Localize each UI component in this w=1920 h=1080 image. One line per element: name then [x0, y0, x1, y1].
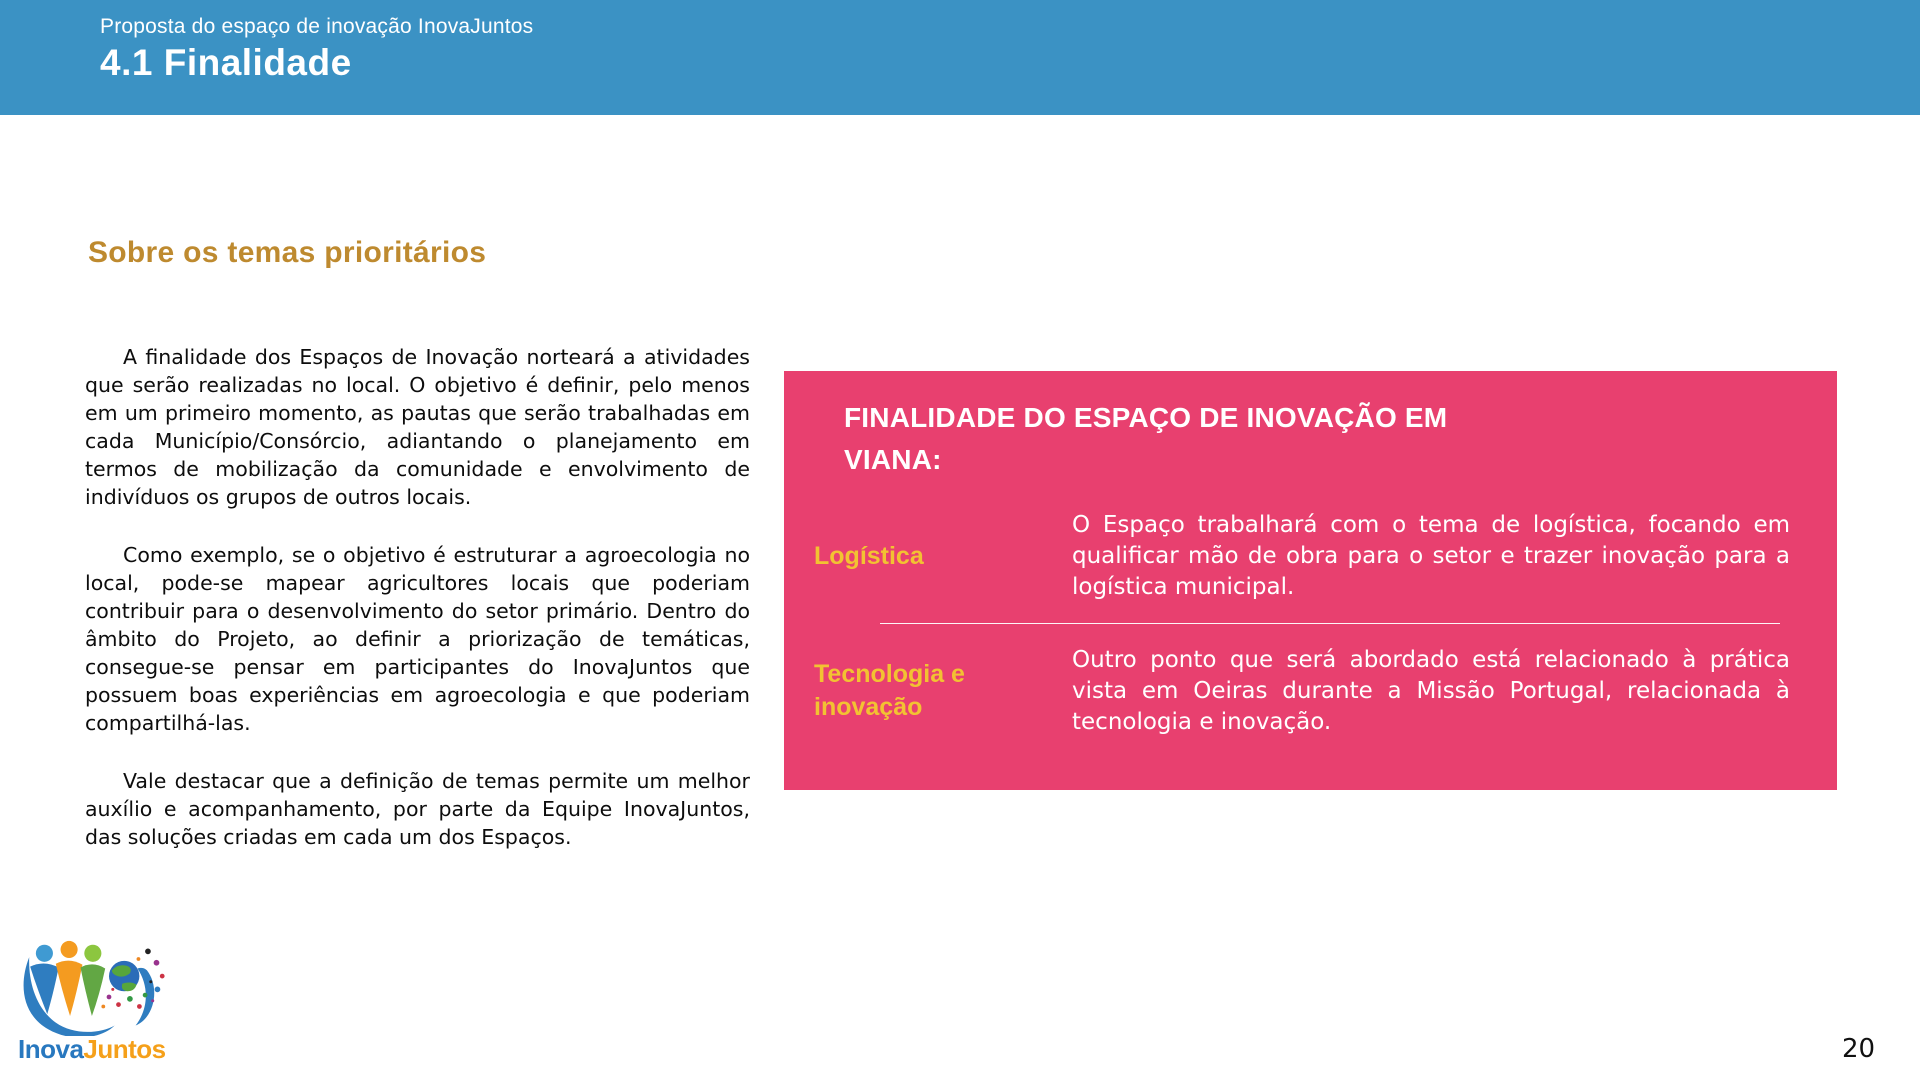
table-row [814, 495, 1790, 617]
row-label-logistica: Logística [814, 541, 924, 570]
paragraph-3: Vale destacar que a definição de temas permite um melhor auxílio e acompanhamento, por parte da Equipe InovaJuntos, das soluções criadas em cada um dos Espaços. [85, 769, 750, 849]
logo-text-inova: Inova [18, 1034, 84, 1064]
row-text-tecnologia: Outro ponto que será abordado está relacionado à prática vista em Oeiras durante a Missão Portugal, relacionada à tecnologia e inovação. [1072, 646, 1790, 735]
paragraph-2: Como exemplo, se o objetivo é estruturar a agroecologia no local, pode-se mapear agricultores locais que poderiam contribuir para o desenvolvimento do setor primário. Dentro do âmbito do Projeto, ao definir a priorização de temáticas, consegue-se pensar em participantes do InovaJuntos que possuem boas experiências em agroecologia e que poderiam compartilhá-las. [85, 543, 750, 735]
row-divider [880, 623, 1780, 624]
logo-wordmark [18, 1036, 174, 1062]
logo-text-juntos: Juntos [83, 1034, 166, 1064]
finalidade-panel [784, 371, 1837, 790]
panel-table [814, 495, 1790, 752]
page-title: 4.1 Finalidade [100, 42, 352, 83]
page-number: 20 [1842, 1034, 1876, 1064]
paragraph-1: A finalidade dos Espaços de Inovação norteará a atividades que serão realizadas no local. O objetivo é definir, pelo menos em um primeiro momento, as pautas que serão trabalhadas em cada Município/Consórcio, adiantando o planejamento em termos de mobilização da comunidade e envolvimento de indivíduos os grupos de outros locais. [85, 345, 750, 509]
section-heading: Sobre os temas prioritários [88, 236, 487, 269]
inovajuntos-logo-icon [14, 938, 166, 1036]
panel-title: FINALIDADE DO ESPAÇO DE INOVAÇÃO EM VIANA: [844, 402, 1448, 475]
table-row [814, 630, 1790, 752]
inovajuntos-logo [14, 938, 174, 1062]
row-label-tecnologia: Tecnologia e inovação [814, 660, 965, 721]
row-text-logistica: O Espaço trabalhará com o tema de logística, focando em qualificar mão de obra para o setor e trazer inovação para a logística municipal. [1072, 511, 1790, 600]
header-subtitle: Proposta do espaço de inovação InovaJuntos [100, 15, 534, 38]
body-text-column [85, 343, 750, 881]
header-band [0, 0, 1920, 115]
